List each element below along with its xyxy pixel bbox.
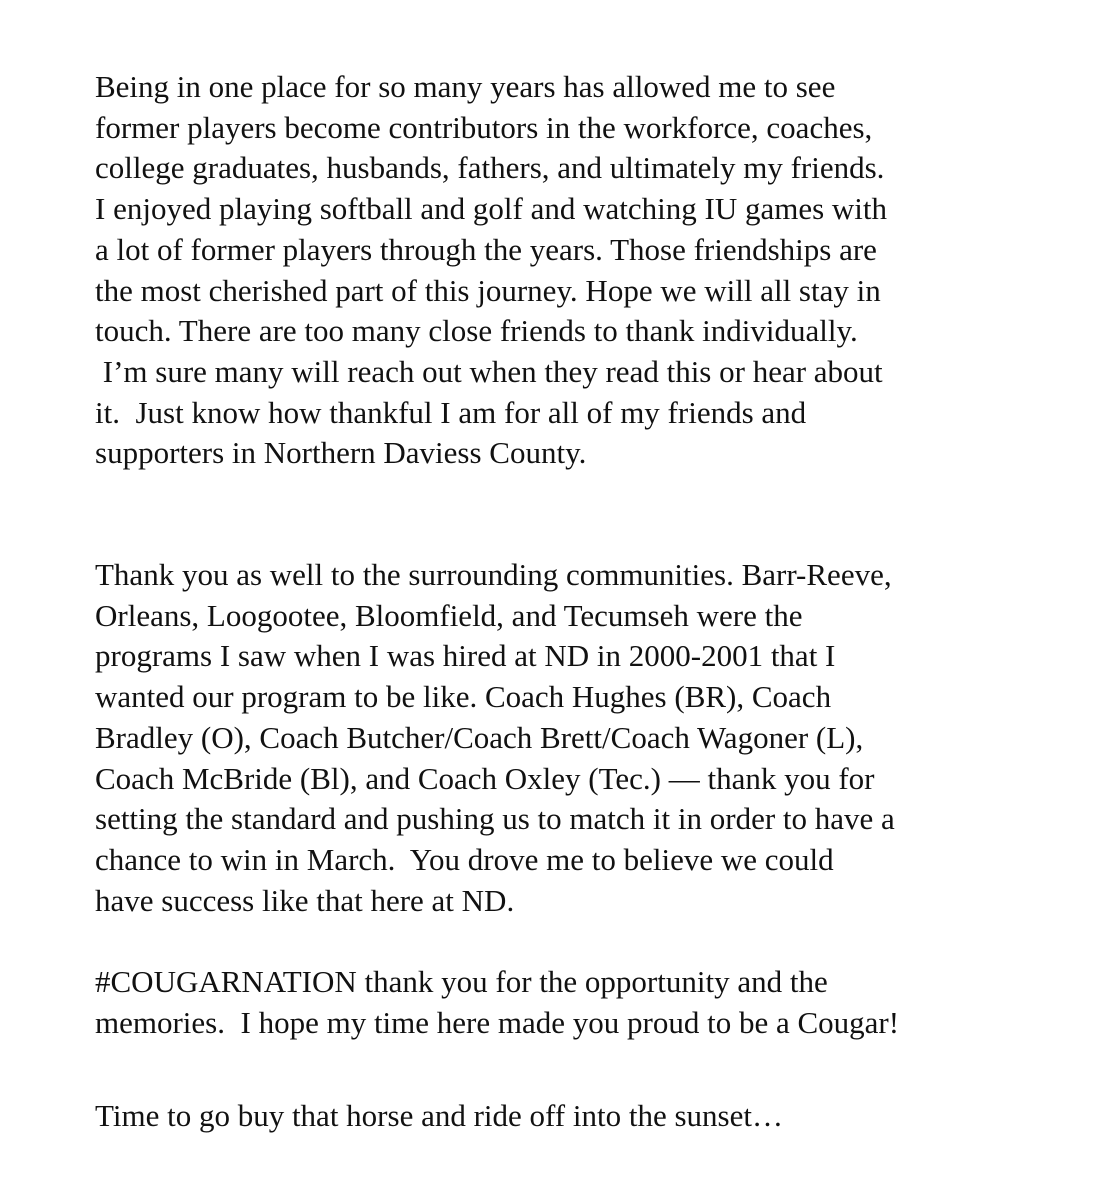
text-line: Time to go buy that horse and ride off into the sunset… (95, 1098, 783, 1133)
text-line: chance to win in March. You drove me to believe we could (95, 841, 834, 877)
text-line: former players become contributors in the workforce, coaches, (95, 109, 873, 145)
text-line: college graduates, husbands, fathers, and ultimately my friends. (95, 150, 885, 186)
text-line: I enjoyed playing softball and golf and watching IU games with (95, 191, 888, 227)
text-line: programs I saw when I was hired at ND in 2000-2001 that I (95, 638, 836, 674)
text-line: Coach McBride (Bl), and Coach Oxley (Tec.) — thank you for (95, 760, 875, 796)
paragraph-cougarnation (95, 962, 899, 1043)
paragraph-closing (95, 1096, 783, 1137)
text-line: Bradley (O), Coach Butcher/Coach Brett/Coach Wagoner (L), (95, 719, 864, 755)
text-line: the most cherished part of this journey. Hope we will all stay in (95, 272, 881, 308)
text-line: I’m sure many will reach out when they read this or hear about (95, 353, 883, 389)
text-line: wanted our program to be like. Coach Hughes (BR), Coach (95, 679, 832, 715)
text-line: memories. I hope my time here made you proud to be a Cougar! (95, 1004, 900, 1040)
text-line: it. Just know how thankful I am for all of my friends and (95, 394, 807, 430)
paragraph-former-players (95, 67, 887, 474)
text-line: supporters in Northern Daviess County. (95, 435, 587, 471)
text-line: Thank you as well to the surrounding communities. Barr-Reeve, (95, 557, 892, 592)
text-line: have success like that here at ND. (95, 882, 515, 918)
paragraph-surrounding-communities (95, 555, 895, 921)
text-line: Being in one place for so many years has allowed me to see (95, 69, 836, 104)
text-line: #COUGARNATION thank you for the opportunity and the (95, 964, 828, 999)
text-line: touch. There are too many close friends to thank individually. (95, 313, 858, 349)
text-line: a lot of former players through the years. Those friendships are (95, 231, 877, 267)
text-line: Orleans, Loogootee, Bloomfield, and Tecumseh were the (95, 597, 803, 633)
text-line: setting the standard and pushing us to match it in order to have a (95, 801, 895, 837)
